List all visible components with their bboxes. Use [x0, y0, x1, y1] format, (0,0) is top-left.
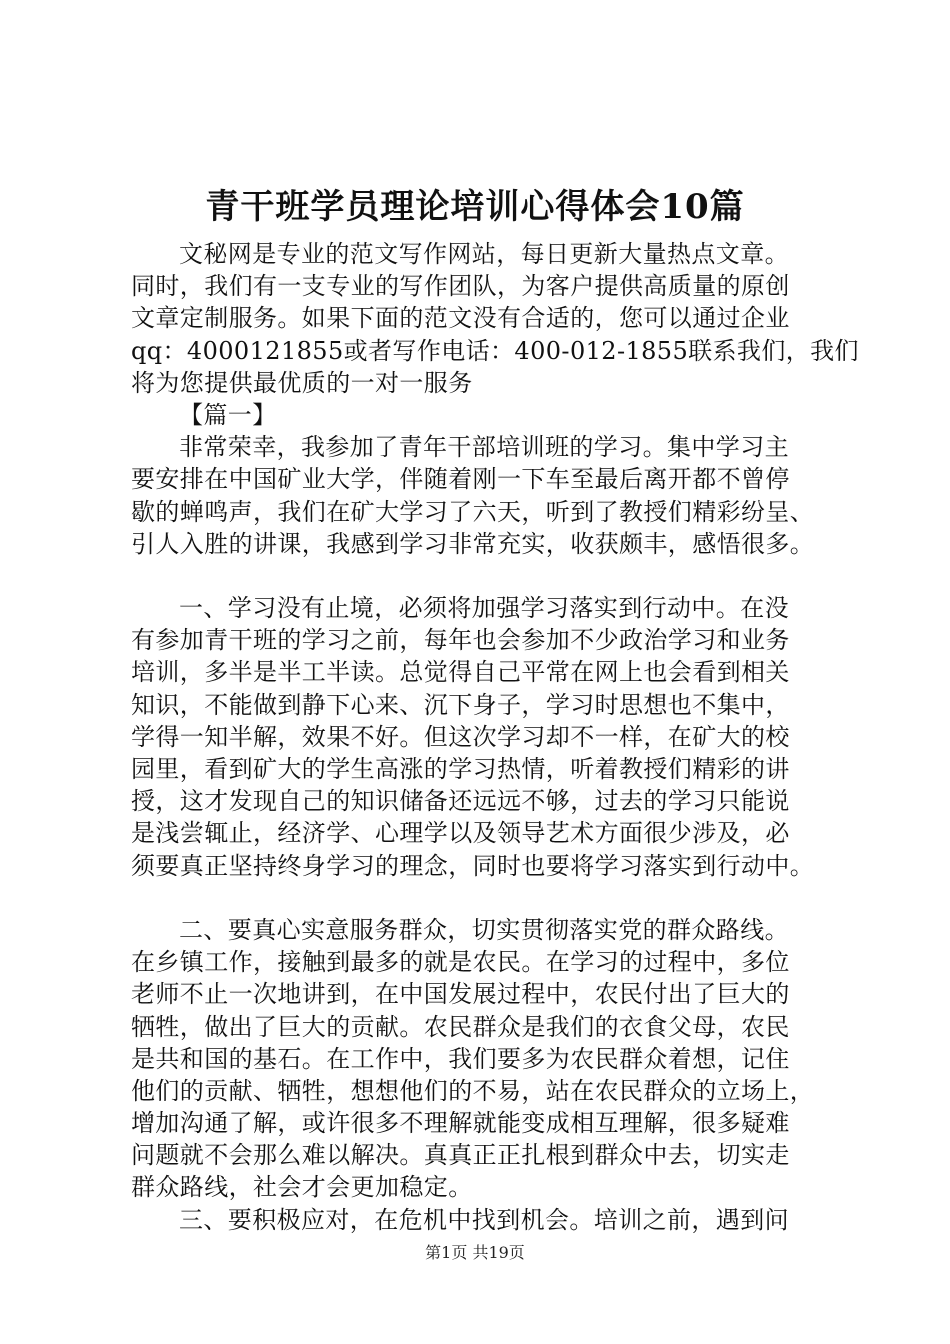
- page-footer: 第1页 共19页: [425, 1243, 525, 1262]
- text-line: 他们的贡献、牺牲，想想他们的不易，站在农民群众的立场上，: [131, 1076, 815, 1105]
- text-line: 群众路线，社会才会更加稳定。: [131, 1173, 473, 1202]
- text-line: 学得一知半解，效果不好。但这次学习却不一样，在矿大的校: [131, 722, 790, 751]
- text-line: 在乡镇工作，接触到最多的就是农民。在学习的过程中，多位: [131, 948, 790, 977]
- text-line: qq：4000121855或者写作电话：400-012-1855联系我们，我们: [131, 336, 859, 365]
- text-line: 增加沟通了解，或许很多不理解就能变成相互理解，很多疑难: [131, 1109, 790, 1138]
- text-line: 园里，看到矿大的学生高涨的学习热情，听着教授们精彩的讲: [131, 755, 790, 783]
- text-line: 三、要积极应对，在危机中找到机会。培训之前，遇到问: [179, 1205, 789, 1234]
- text-line: 是浅尝辄止，经济学、心理学以及领导艺术方面很少涉及，必: [131, 819, 790, 848]
- text-line: 培训，多半是半工半读。总觉得自己平常在网上也会看到相关: [131, 658, 790, 687]
- document-title: 青干班学员理论培训心得体会10篇: [205, 187, 745, 227]
- text-line: 一、学习没有止境，必须将加强学习落实到行动中。在没: [179, 594, 789, 623]
- text-line: 授，这才发现自己的知识储备还远远不够，过去的学习只能说: [131, 787, 790, 816]
- blank-line: [131, 882, 849, 914]
- text-line: 知识，不能做到静下心来、沉下身子，学习时思想也不集中，: [131, 690, 790, 719]
- text-line: 老师不止一次地讲到，在中国发展过程中，农民付出了巨大的: [131, 980, 790, 1009]
- text-line: 引人入胜的讲课，我感到学习非常充实，收获颇丰，感悟很多。: [131, 529, 815, 558]
- text-line: 二、要真心实意服务群众，切实贯彻落实党的群众路线。: [179, 915, 789, 944]
- blank-line: [131, 560, 849, 592]
- text-line: 是共和国的基石。在工作中，我们要多为农民群众着想，记住: [131, 1044, 790, 1073]
- text-line: 有参加青干班的学习之前，每年也会参加不少政治学习和业务: [131, 626, 790, 655]
- text-line: 文秘网是专业的范文写作网站，每日更新大量热点文章。: [179, 240, 789, 268]
- text-line: 将为您提供最优质的一对一服务: [131, 368, 473, 397]
- text-line: 问题就不会那么难以解决。真真正正扎根到群众中去，切实走: [131, 1141, 790, 1170]
- text-line: 文章定制服务。如果下面的范文没有合适的，您可以通过企业: [131, 304, 790, 333]
- text-line: 须要真正坚持终身学习的理念，同时也要将学习落实到行动中。: [131, 851, 815, 880]
- text-line: 【篇一】: [179, 400, 277, 429]
- text-line: 歇的蝉鸣声，我们在矿大学习了六天，听到了教授们精彩纷呈、: [131, 497, 815, 526]
- text-line: 要安排在中国矿业大学，伴随着刚一下车至最后离开都不曾停: [131, 465, 790, 494]
- text-line: 非常荣幸，我参加了青年干部培训班的学习。集中学习主: [179, 433, 789, 462]
- document-body: [131, 238, 859, 1236]
- text-line: 同时，我们有一支专业的写作团队，为客户提供高质量的原创: [131, 272, 790, 301]
- text-line: 牺牲，做出了巨大的贡献。农民群众是我们的衣食父母，农民: [131, 1012, 790, 1041]
